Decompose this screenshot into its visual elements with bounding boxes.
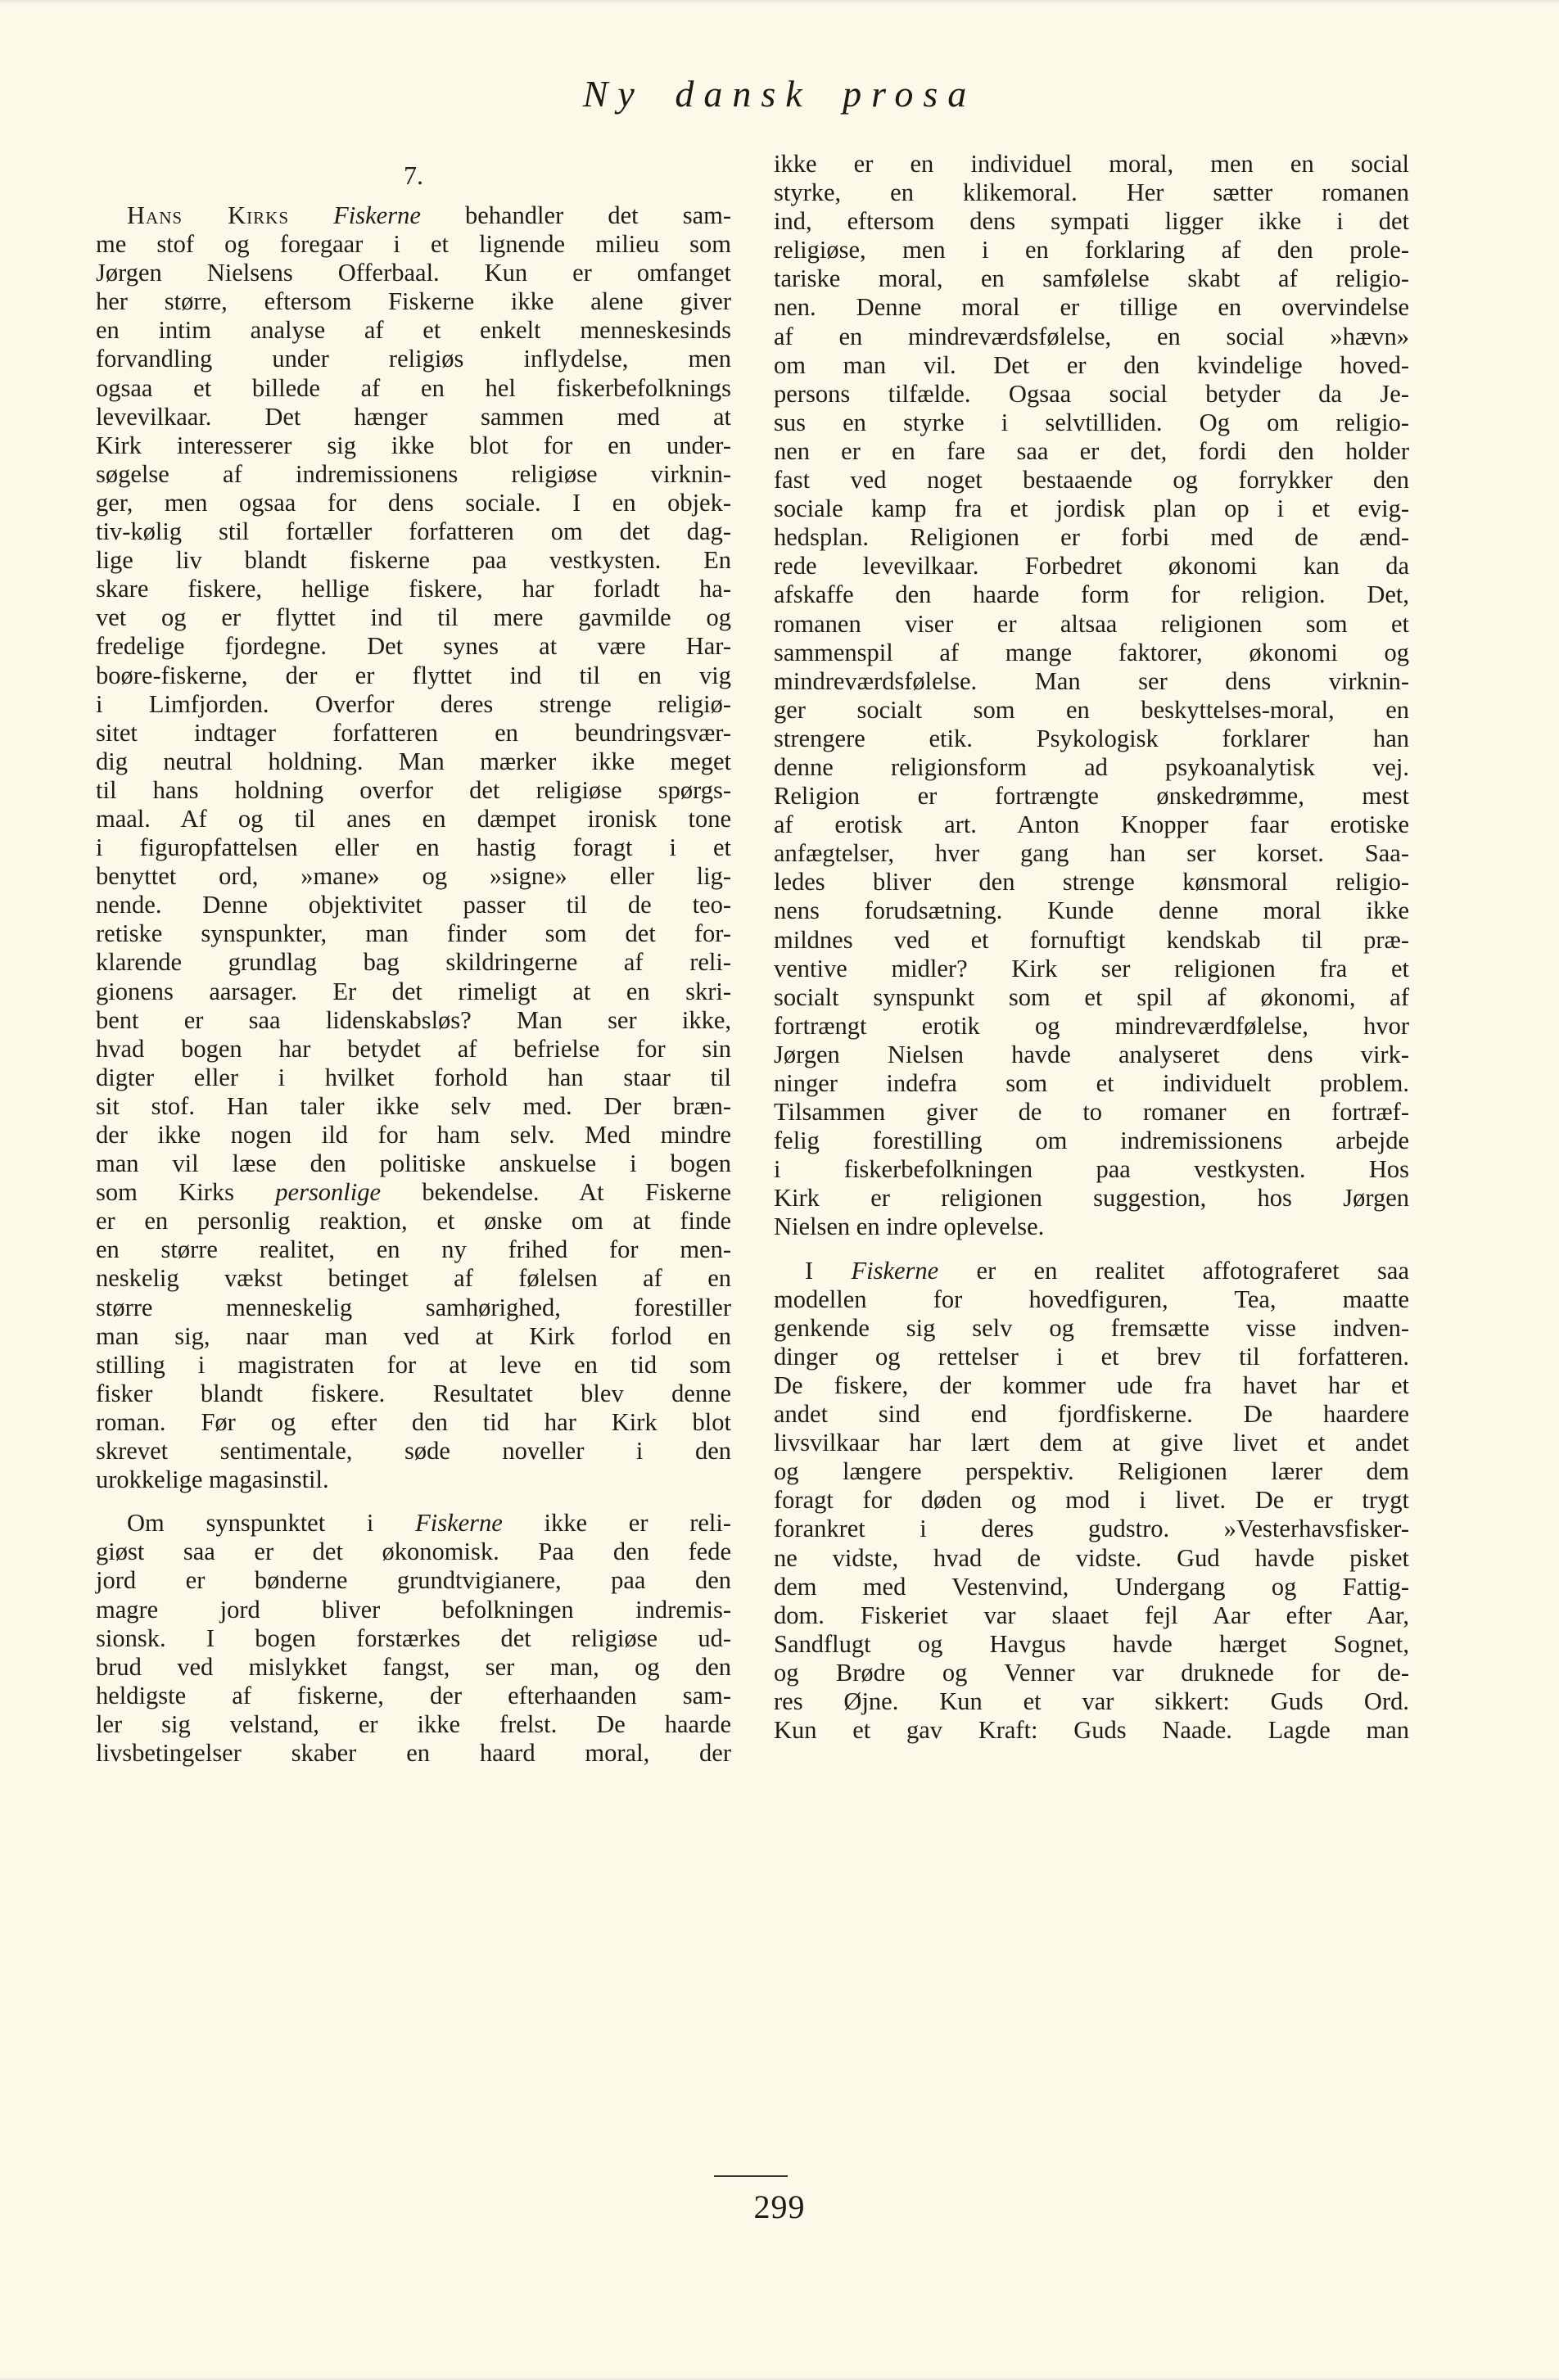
text-line xyxy=(774,1429,1409,1457)
text-run: behandler det sam- xyxy=(420,201,732,229)
text-run: modellen for hovedfiguren, Tea, maatte xyxy=(774,1285,1409,1313)
section-number: 7. xyxy=(404,160,423,190)
text-line xyxy=(96,1380,731,1408)
text-line xyxy=(96,1465,731,1494)
text-line xyxy=(96,603,731,632)
text-run: ninger indefra som et individuelt problem. xyxy=(774,1069,1409,1097)
text-run: Religion er fortrængte ønskedrømme, mest xyxy=(774,782,1409,811)
text-line xyxy=(96,919,731,948)
text-line xyxy=(774,1127,1409,1155)
text-run: fredelige fjordegne. Det synes at være Har- xyxy=(96,632,731,661)
text-line xyxy=(774,1544,1409,1573)
left-column xyxy=(96,160,731,1768)
text-line xyxy=(96,287,731,316)
text-run: maal. Af og til anes en dæmpet ironisk tone xyxy=(96,804,731,833)
text-line xyxy=(96,833,731,862)
text-run: og længere perspektiv. Religionen lærer dem xyxy=(774,1457,1409,1486)
text-line xyxy=(774,380,1409,409)
text-line xyxy=(774,351,1409,380)
text-line xyxy=(96,1596,731,1624)
text-run: er en personlig reaktion, et ønske om at finde xyxy=(96,1207,731,1235)
text-line xyxy=(96,1682,731,1710)
text-run: er en realitet affotograferet saa xyxy=(938,1256,1409,1285)
text-line xyxy=(774,1155,1409,1184)
text-line xyxy=(774,1314,1409,1343)
text-line xyxy=(96,1035,731,1064)
text-run xyxy=(289,201,333,229)
text-run: nen er en fare saa er det, fordi den holder xyxy=(774,436,1409,465)
text-run: Om synspunktet i xyxy=(127,1509,416,1538)
text-run: magre jord bliver befolkningen indremis- xyxy=(96,1595,731,1624)
text-line xyxy=(96,546,731,575)
text-run: urokkelige magasinstil. xyxy=(96,1465,329,1494)
text-line xyxy=(774,696,1409,725)
text-run: tariske moral, en samfølelse skabt af religio- xyxy=(774,264,1409,293)
text-run: dem med Vestenvind, Undergang og Fattig- xyxy=(774,1572,1409,1601)
text-line xyxy=(96,1092,731,1121)
text-line xyxy=(774,236,1409,264)
text-line xyxy=(774,1041,1409,1069)
text-run: i fiskerbefolkningen paa vestkysten. Hos xyxy=(774,1155,1409,1184)
text-run: en intim analyse af et enkelt menneskesinds xyxy=(96,316,731,345)
text-line xyxy=(774,983,1409,1012)
text-line xyxy=(96,1264,731,1293)
text-line xyxy=(774,580,1409,609)
text-run: fisker blandt fiskere. Resultatet blev denne xyxy=(96,1379,731,1407)
paragraph-gap xyxy=(96,1494,731,1509)
text-run: dom. Fiskeriet var slaaet fejl Aar efter Aar, xyxy=(774,1601,1409,1629)
text-run: i figuropfattelsen eller en hastig foragt i et xyxy=(96,833,731,862)
text-line xyxy=(774,725,1409,753)
text-run: klarende grundlag bag skildringerne af reli- xyxy=(96,948,731,977)
author-name: Hans Kirks xyxy=(127,201,290,229)
text-run: om man vil. Det er den kvindelige hoved- xyxy=(774,350,1409,379)
text-run: ger socialt som en beskyttelses-moral, en xyxy=(774,695,1409,724)
text-line xyxy=(96,1006,731,1035)
text-line xyxy=(96,1178,731,1207)
text-run: rede levevilkaar. Forbedret økonomi kan da xyxy=(774,552,1409,580)
text-run: større menneskelig samhørighed, forestiller xyxy=(96,1293,731,1321)
text-line xyxy=(96,1149,731,1178)
text-run: ind, eftersom dens sympati ligger ikke i det xyxy=(774,207,1409,236)
text-line xyxy=(774,523,1409,552)
text-run: mindreværdsfølelse. Man ser dens virknin- xyxy=(774,666,1409,695)
text-line xyxy=(96,1351,731,1380)
text-line xyxy=(774,437,1409,466)
text-line xyxy=(774,466,1409,495)
text-run: Kun et gav Kraft: Guds Naade. Lagde man xyxy=(774,1716,1409,1745)
text-run: giøst saa er det økonomisk. Paa den fede xyxy=(96,1538,731,1566)
text-run: Tilsammen giver de to romaner en fortræf- xyxy=(774,1098,1409,1127)
text-line xyxy=(96,1408,731,1437)
text-run: nens forudsætning. Kunde denne moral ikke xyxy=(774,896,1409,925)
text-line xyxy=(774,150,1409,178)
text-line xyxy=(96,1538,731,1566)
text-run: andet sind end fjordfiskerne. De haardere xyxy=(774,1400,1409,1429)
text-run: benyttet ord, »mane» og »signe» eller lig- xyxy=(96,862,731,891)
text-run: lige liv blandt fiskerne paa vestkysten. En xyxy=(96,546,731,575)
text-run: afskaffe den haarde form for religion. Det, xyxy=(774,580,1409,609)
text-line xyxy=(96,1207,731,1235)
text-line xyxy=(774,1285,1409,1314)
text-line xyxy=(96,259,731,287)
text-run: sus en styrke i selvtilliden. Og om religio- xyxy=(774,408,1409,436)
text-run: dinger og rettelser i et brev til forfatteren. xyxy=(774,1342,1409,1371)
text-line xyxy=(96,1294,731,1322)
text-line xyxy=(96,460,731,489)
text-line xyxy=(774,1630,1409,1659)
text-run: sociale kamp fra et jordisk plan op i et evig- xyxy=(774,495,1409,523)
text-run: brud ved mislykket fangst, ser man, og den xyxy=(96,1652,731,1681)
text-run: i Limfjorden. Overfor deres strenge religiø- xyxy=(96,689,731,718)
text-line xyxy=(774,1069,1409,1098)
text-run: nen. Denne moral er tillige en overvindelse xyxy=(774,293,1409,322)
text-line xyxy=(774,323,1409,351)
text-run: anfægtelser, hver gang han ser korset. Saa- xyxy=(774,839,1409,868)
text-line xyxy=(774,1457,1409,1486)
text-line xyxy=(774,264,1409,293)
text-line xyxy=(774,839,1409,868)
text-run: ikke er en individuel moral, men en social xyxy=(774,150,1409,178)
text-run: man sig, naar man ved at Kirk forlod en xyxy=(96,1321,731,1350)
text-line xyxy=(774,1573,1409,1601)
text-line xyxy=(774,753,1409,782)
text-line xyxy=(96,1235,731,1264)
text-run: forankret i deres gudstro. »Vesterhavsfisker- xyxy=(774,1515,1409,1543)
text-run: hvad bogen har betydet af befrielse for sin xyxy=(96,1034,731,1063)
page-edge-bottom xyxy=(0,2377,1559,2380)
text-line xyxy=(96,1064,731,1092)
text-run: livsvilkaar har lært dem at give livet et andet xyxy=(774,1429,1409,1457)
text-line xyxy=(96,662,731,690)
paragraph-gap xyxy=(774,1242,1409,1257)
text-run: Nielsen en indre oplevelse. xyxy=(774,1213,1045,1241)
text-run: dig neutral holdning. Man mærker ikke meget xyxy=(96,747,731,775)
text-line xyxy=(96,1121,731,1149)
text-line xyxy=(96,1710,731,1739)
text-line xyxy=(96,517,731,546)
text-line xyxy=(96,1322,731,1351)
text-run: ventive midler? Kirk ser religionen fra et xyxy=(774,954,1409,982)
text-run: foragt for døden og mod i livet. De er trygt xyxy=(774,1486,1409,1515)
text-run: Kirk interesserer sig ikke blot for en under- xyxy=(96,431,731,459)
italic-title: Fiskerne xyxy=(333,201,421,229)
italic-title: Fiskerne xyxy=(415,1509,503,1538)
text-run: Jørgen Nielsen havde analyseret dens virk- xyxy=(774,1040,1409,1068)
right-column-text xyxy=(774,150,1409,1745)
text-run: vet og er flyttet ind til mere gavmilde og xyxy=(96,603,731,632)
text-run: religiøse, men i en forklaring af den prole- xyxy=(774,236,1409,264)
page-edge-top xyxy=(0,0,1559,3)
text-line xyxy=(96,891,731,919)
text-line xyxy=(96,1509,731,1538)
text-run: livsbetingelser skaber en haard moral, der xyxy=(96,1738,731,1767)
text-run: retiske synspunkter, man finder som det for- xyxy=(96,919,731,948)
text-run: en større realitet, en ny frihed for men- xyxy=(96,1235,731,1264)
text-line xyxy=(96,230,731,259)
text-run: stilling i magistraten for at leve en tid som xyxy=(96,1350,731,1379)
text-line xyxy=(774,811,1409,839)
text-line xyxy=(774,1716,1409,1745)
running-head: Ny dansk prosa xyxy=(582,73,977,115)
text-run: til hans holdning overfor det religiøse spørgs- xyxy=(96,775,731,804)
text-run: fast ved noget bestaaende og forrykker den xyxy=(774,466,1409,495)
text-run: sammenspil af mange faktorer, økonomi og xyxy=(774,638,1409,666)
text-line xyxy=(96,316,731,345)
text-run: sit stof. Han taler ikke selv med. Der bræn- xyxy=(96,1091,731,1120)
text-run: ler sig velstand, er ikke frelst. De haarde xyxy=(96,1709,731,1738)
text-line xyxy=(774,639,1409,667)
text-run: neskelig vækst betinget af følelsen af en xyxy=(96,1264,731,1293)
text-run: og Brødre og Venner var druknede for de- xyxy=(774,1658,1409,1687)
text-line xyxy=(96,1437,731,1465)
text-line xyxy=(774,1659,1409,1687)
text-run: res Øjne. Kun et var sikkert: Guds Ord. xyxy=(774,1687,1409,1715)
text-run: sionsk. I bogen forstærkes det religiøse ud- xyxy=(96,1624,731,1652)
text-line xyxy=(96,862,731,891)
text-line xyxy=(96,403,731,431)
text-run: heldigste af fiskerne, der efterhaanden sam- xyxy=(96,1681,731,1709)
page-number: 299 xyxy=(753,2188,806,2225)
text-line xyxy=(96,776,731,805)
text-run: Jørgen Nielsens Offerbaal. Kun er omfanget xyxy=(96,259,731,287)
text-line xyxy=(774,1400,1409,1429)
text-line xyxy=(96,690,731,719)
text-line xyxy=(96,948,731,977)
text-line xyxy=(96,978,731,1006)
text-run: her større, eftersom Fiskerne ikke alene giver xyxy=(96,287,731,316)
text-run: sitet indtager forfatteren en beundringsvær- xyxy=(96,718,731,747)
text-run: man vil læse den politiske anskuelse i bogen xyxy=(96,1149,731,1178)
text-run: styrke, en klikemoral. Her sætter romanen xyxy=(774,178,1409,207)
text-run: som Kirks xyxy=(96,1178,276,1207)
text-run: Kirk er religionen suggestion, hos Jørgen xyxy=(774,1184,1409,1213)
text-run: tiv-kølig stil fortæller forfatteren om det dag- xyxy=(96,517,731,546)
text-line xyxy=(774,1486,1409,1515)
text-line xyxy=(96,632,731,661)
text-run: søgelse af indremissionens religiøse virknin- xyxy=(96,459,731,488)
text-run: der ikke nogen ild for ham selv. Med mindre xyxy=(96,1121,731,1149)
text-run: me stof og foregaar i et lignende milieu som xyxy=(96,230,731,259)
text-line xyxy=(774,1098,1409,1127)
text-run: forvandling under religiøs inflydelse, men xyxy=(96,345,731,373)
text-line xyxy=(774,1343,1409,1371)
text-line xyxy=(774,293,1409,322)
text-line xyxy=(96,1653,731,1682)
text-line xyxy=(96,1624,731,1653)
text-run: strengere etik. Psykologisk forklarer han xyxy=(774,724,1409,752)
text-run: ledes bliver den strenge kønsmoral religio- xyxy=(774,868,1409,896)
text-run: skare fiskere, hellige fiskere, har forladt ha- xyxy=(96,575,731,603)
text-line xyxy=(96,805,731,833)
text-line xyxy=(96,1739,731,1768)
text-run: persons tilfælde. Ogsaa social betyder da Je- xyxy=(774,379,1409,408)
text-line xyxy=(96,1566,731,1595)
text-line xyxy=(96,719,731,747)
text-run: hedsplan. Religionen er forbi med de ænd- xyxy=(774,523,1409,552)
text-run: jord er bønderne grundtvigianere, paa den xyxy=(96,1566,731,1595)
text-line xyxy=(96,201,731,230)
italic-title: Fiskerne xyxy=(851,1256,939,1285)
text-line xyxy=(774,782,1409,811)
text-run: socialt synspunkt som et spil af økonomi, af xyxy=(774,982,1409,1011)
text-line xyxy=(774,178,1409,207)
footer-rule xyxy=(714,2175,788,2177)
text-run: felig forestilling om indremissionens arbejde xyxy=(774,1127,1409,1155)
text-run: mildnes ved et fornuftigt kendskab til præ- xyxy=(774,925,1409,954)
text-run: Sandflugt og Havgus havde hærget Sognet, xyxy=(774,1629,1409,1658)
text-run: af en mindreværdsfølelse, en social »hævn» xyxy=(774,322,1409,350)
text-run: genkende sig selv og fremsætte visse indven- xyxy=(774,1313,1409,1342)
text-run: nende. Denne objektivitet passer til de teo- xyxy=(96,891,731,919)
right-column xyxy=(774,150,1409,1745)
text-line xyxy=(96,431,731,460)
text-line xyxy=(774,1601,1409,1630)
text-line xyxy=(774,926,1409,955)
text-line xyxy=(774,667,1409,696)
text-run: skrevet sentimentale, søde noveller i den xyxy=(96,1437,731,1465)
text-run: bekendelse. At Fiskerne xyxy=(381,1178,731,1207)
text-run: ogsaa et billede af en hel fiskerbefolknings xyxy=(96,373,731,402)
text-run: boøre-fiskerne, der er flyttet ind til en vig xyxy=(96,661,731,689)
text-run: levevilkaar. Det hænger sammen med at xyxy=(96,402,731,431)
text-run: De fiskere, der kommer ude fra havet har et xyxy=(774,1371,1409,1399)
text-line xyxy=(774,955,1409,983)
text-run: roman. Før og efter den tid har Kirk blot xyxy=(96,1407,731,1436)
text-run: ikke er reli- xyxy=(502,1509,731,1538)
text-run: ne vidste, hvad de vidste. Gud havde pisket xyxy=(774,1543,1409,1572)
text-line xyxy=(96,747,731,776)
text-line xyxy=(774,207,1409,236)
text-run: gionens aarsager. Er det rimeligt at en skri- xyxy=(96,977,731,1005)
text-line xyxy=(774,1515,1409,1543)
text-run: ger, men ogsaa for dens sociale. I en objek- xyxy=(96,488,731,517)
text-line xyxy=(774,1257,1409,1285)
text-run: I xyxy=(805,1256,852,1285)
left-column-text xyxy=(96,201,731,1768)
text-line xyxy=(774,552,1409,580)
text-line xyxy=(96,489,731,517)
text-run: romanen viser er altsaa religionen som et xyxy=(774,609,1409,638)
text-run: bent er saa lidenskabsløs? Man ser ikke, xyxy=(96,1005,731,1034)
text-line xyxy=(774,1371,1409,1400)
text-run: digter eller i hvilket forhold han staar til xyxy=(96,1063,731,1091)
text-line xyxy=(774,1184,1409,1213)
text-line xyxy=(96,575,731,603)
text-run: af erotisk art. Anton Knopper faar erotiske xyxy=(774,811,1409,839)
text-line xyxy=(774,495,1409,523)
italic-title: personlige xyxy=(275,1178,382,1207)
text-line xyxy=(96,345,731,373)
text-line xyxy=(774,1687,1409,1716)
text-run: fortrængt erotik og mindreværdfølelse, hvor xyxy=(774,1011,1409,1040)
text-line xyxy=(774,1213,1409,1241)
text-line xyxy=(774,868,1409,896)
text-line xyxy=(96,374,731,403)
text-line xyxy=(774,896,1409,925)
text-run: denne religionsform ad psykoanalytisk vej. xyxy=(774,752,1409,781)
text-line xyxy=(774,409,1409,437)
text-line xyxy=(774,610,1409,639)
text-line xyxy=(774,1012,1409,1041)
